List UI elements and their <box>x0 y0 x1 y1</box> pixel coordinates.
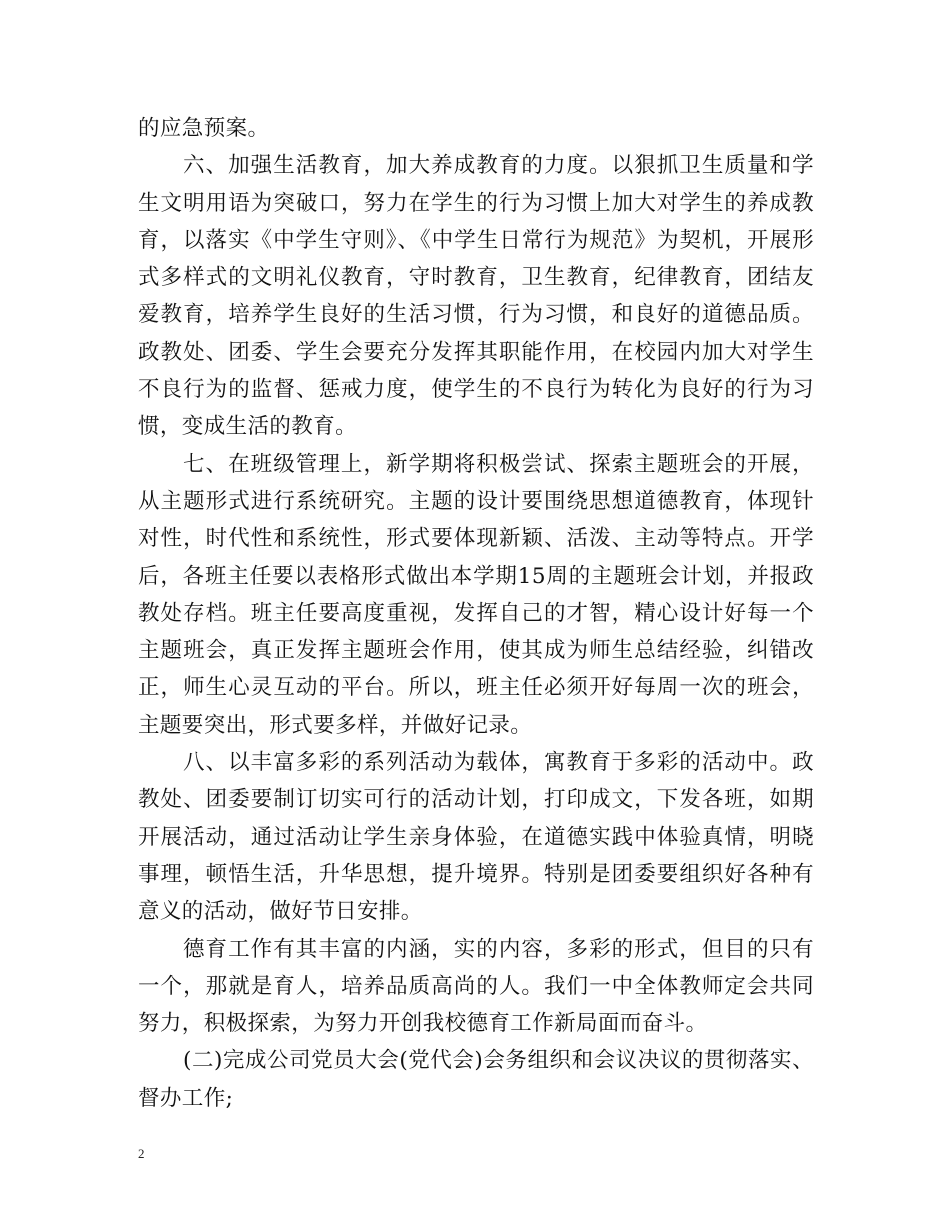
paragraph-party-congress-work: (二)完成公司党员大会(党代会)会务组织和会议决议的贯彻落实、督办工作; <box>138 1048 814 1111</box>
page-number: 2 <box>138 1146 145 1161</box>
document-body <box>138 110 814 1117</box>
paragraph-six-life-education: 六、加强生活教育，加大养成教育的力度。以狠抓卫生质量和学生文明用语为突破口，努力在学生的行为习惯上加大对学生的养成教育，以落实《中学生守则》、《中学生日常行为规范》为契机，开展形式多样式的文明礼仪教育，守时教育，卫生教育，纪律教育，团结友爱教育，培养学生良好的生活习惯，行为习惯，和良好的道德品质。政教处、团委、学生会要充分发挥其职能作用，在校园内加大对学生不良行为的监督、惩戒力度，使学生的不良行为转化为良好的行为习惯，变成生活的教育。 <box>138 153 814 440</box>
paragraph-continuation: 的应急预案。 <box>138 116 270 141</box>
paragraph-moral-education-summary: 德育工作有其丰富的内涵，实的内容，多彩的形式，但目的只有一个，那就是育人，培养品质高尚的人。我们一中全体教师定会共同努力，积极探索，为努力开创我校德育工作新局面而奋斗。 <box>138 936 814 1037</box>
paragraph-eight-activities: 八、以丰富多彩的系列活动为载体，寓教育于多彩的活动中。政教处、团委要制订切实可行的活动计划，打印成文，下发各班，如期开展活动，通过活动让学生亲身体验，在道德实践中体验真情，明晓事理，顿悟生活，升华思想，提升境界。特别是团委要组织好各种有意义的活动，做好节日安排。 <box>138 750 814 925</box>
paragraph-seven-class-management: 七、在班级管理上，新学期将积极尝试、探索主题班会的开展，从主题形式进行系统研究。主题的设计要围绕思想道德教育，体现针对性，时代性和系统性，形式要体现新颖、活泼、主动等特点。开学后，各班主任要以表格形式做出本学期15周的主题班会计划，并报政教处存档。班主任要高度重视，发挥自己的才智，精心设计好每一个主题班会，真正发挥主题班会作用，使其成为师生总结经验，纠错改正，师生心灵互动的平台。所以，班主任必须开好每周一次的班会，主题要突出，形式要多样，并做好记录。 <box>138 451 814 738</box>
